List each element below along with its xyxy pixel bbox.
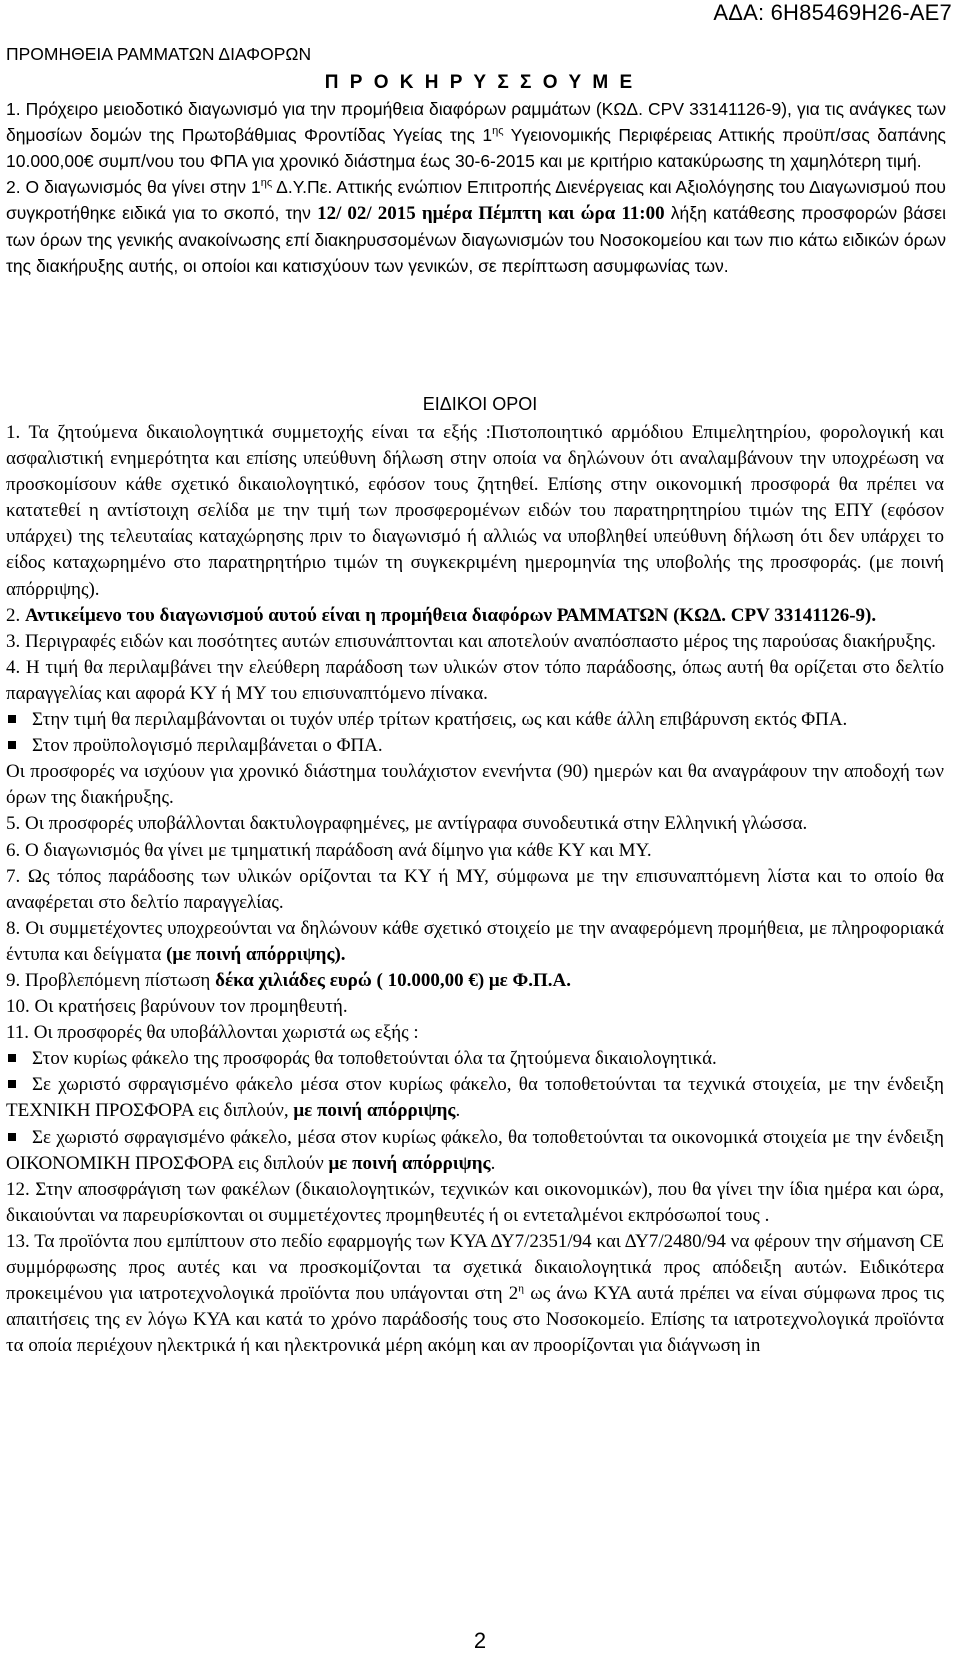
term-11-bullet-3: Σε χωριστό σφραγισμένο φάκελο, μέσα στον κυρίως φάκελο, θα τοποθετούνται τα οικονομικά στοιχεία με την ένδειξη ΟΙΚΟΝΟΜΙΚΗ ΠΡΟΣΦΟΡΑ εις διπλούν με ποινή απόρριψης. [6, 1126, 944, 1174]
intro-section [6, 96, 946, 279]
term-10: 10. Οι κρατήσεις βαρύνουν τον προμηθευτή. [6, 996, 348, 1018]
term-3: 3. Περιγραφές ειδών και ποσότητες αυτών επισυνάπτονται και αποτελούν αναπόσπαστο μέρος της παρούσας διακήρυξης. [6, 630, 936, 652]
term-8: 8. Οι συμμετέχοντες υποχρεούνται να δηλώνουν κάθε σχετικό στοιχείο με την αναφερόμενη προμήθεια, με πληροφοριακά έντυπα και δείγματα (με ποινή απόρριψης). [6, 917, 944, 965]
term-11-bullet-2: Σε χωριστό σφραγισμένο φάκελο μέσα στον κυρίως φάκελο, θα τοποθετούνται τα τεχνικά στοιχεία, με την ένδειξη ΤΕΧΝΙΚΗ ΠΡΟΣΦΟΡΑ εις διπλούν, με ποινή απόρριψης. [6, 1074, 944, 1122]
bullet-icon [8, 715, 16, 723]
special-terms-heading: ΕΙΔΙΚΟΙ ΟΡΟΙ [422, 394, 538, 414]
term-2: 2. Αντικείμενο του διαγωνισμού αυτού είναι η προμήθεια διαφόρων ΡΑΜΜΑΤΩΝ (ΚΩΔ. CPV 33141126-9). [6, 604, 877, 626]
intro-paragraph-1: 1. Πρόχειρο μειοδοτικό διαγωνισμό για την προμήθεια διαφόρων ραμμάτων (ΚΩΔ. CPV 33141126-9), για τις ανάγκες των δημοσίων δομών της Πρωτοβάθμιας Φροντίδας Υγείας της $1^{\eta\varsigma}$ Υγειονομικής Περιφέρειας Αττικής προϋπ/σας δαπάνης 10.000,00€ συμπ/νου του ΦΠΑ για χρονικό διάστημα έως 30-6-2015 και με κριτήριο κατακύρωσης τη χαμηλότερη τιμή. [6, 99, 946, 171]
term-4-bullet-2: Στον προϋπολογισμό περιλαμβάνεται ο ΦΠΑ. [6, 733, 944, 759]
document-header: ΠΡΟΜΗΘΕΙΑ ΡΑΜΜΑΤΩΝ ΔΙΑΦΟΡΩΝ [6, 44, 312, 64]
bullet-icon [8, 1054, 16, 1062]
special-terms [6, 420, 944, 1359]
term-4-bullet-1: Στην τιμή θα περιλαμβάνονται οι τυχόν υπέρ τρίτων κρατήσεις, ως και κάθε άλλη επιβάρυνση εκτός ΦΠΑ. [6, 707, 944, 733]
term-13: 13. Τα προϊόντα που εμπίπτουν στο πεδίο εφαρμογής των ΚΥΑ ΔΥ7/2351/94 και ΔΥ7/2480/94 να φέρουν την σήμανση CE συμμόρφωσης προς αυτές και να προσκομίζονται τα σχετικά δικαιολογητικά προς απόδειξη αυτών. Ειδικότερα προκειμένου για ιατροτεχνολογικά προϊόντα που υπάγονται στη $2^\eta$ ως άνω ΚΥΑ αυτά πρέπει να είναι σύμφωνα προς τις απαιτήσεις της εν λόγω ΚΥΑ και κατά το χρόνο παράδοσής τους στο Νοσοκομείο. Επίσης τα ιατροτεχνολογικά προϊόντα τα οποία περιέχουν ηλεκτρικά ή και ηλεκτρονικά μέρη ακόμη και αν προορίζονται για διάγνωση in [6, 1230, 944, 1357]
term-4-tail: Οι προσφορές να ισχύουν για χρονικό διάστημα τουλάχιστον ενενήντα (90) ημερών και θα αναγράφουν την αποδοχή των όρων της διακήρυξης. [6, 761, 944, 809]
term-7: 7. Ως τόπος παράδοσης των υλικών ορίζονται τα ΚΥ ή ΜΥ, σύμφωνα με την επισυναπτόμενη λίστα και το οποίο θα αναφέρεται στο δελτίο παραγγελίας. [6, 865, 944, 913]
term-6: 6. Ο διαγωνισμός θα γίνει με τμηματική παράδοση ανά δίμηνο για κάθε ΚΥ και ΜΥ. [6, 839, 652, 861]
document-title: Π Ρ Ο Κ Η Ρ Υ Σ Σ Ο Υ Μ Ε [324, 72, 636, 93]
term-11-bullet-1: Στον κυρίως φάκελο της προσφοράς θα τοποθετούνται όλα τα ζητούμενα δικαιολογητικά. [6, 1046, 944, 1072]
term-5: 5. Οι προσφορές υποβάλλονται δακτυλογραφημένες, με αντίγραφα συνοδευτικά στην Ελληνική γλώσσα. [6, 813, 808, 835]
bullet-icon [8, 1133, 16, 1141]
term-11: 11. Οι προσφορές θα υποβάλλονται χωριστά ως εξής : [6, 1022, 419, 1044]
intro-paragraph-2: 2. Ο διαγωνισμός θα γίνει στην $1^{\eta\varsigma}$ Δ.Υ.Πε. Αττικής ενώπιον Επιτροπής Διενέργειας και Αξιολόγησης του Διαγωνισμού που συγκροτήθηκε ειδικά για το σκοπό, την 12/ 02/ 2015 ημέρα Πέμπτη και ώρα 11:00 λήξη κατάθεσης προσφορών βάσει των όρων της γενικής ανακοίνωσης επί διακηρυσσομένων διαγωνισμών του Νοσοκομείου και των πιο κάτω ειδικών όρων της διακήρυξης αυτής, οι οποίοι και κατισχύουν των γενικών, σε περίπτωση ασυμφωνίας των. [6, 177, 946, 276]
term-9: 9. Προβλεπόμενη πίστωση δέκα χιλιάδες ευρώ ( 10.000,00 €) με Φ.Π.Α. [6, 969, 572, 991]
ada-code: ΑΔΑ: 6Η85469Η26-ΑΕ7 [713, 0, 952, 25]
bullet-icon [8, 1080, 16, 1088]
bullet-icon [8, 741, 16, 749]
term-4: 4. Η τιμή θα περιλαμβάνει την ελεύθερη παράδοση των υλικών στον τόπο παράδοσης, όπως αυτή θα ορίζεται στο δελτίο παραγγελίας και αφορά ΚΥ ή ΜΥ του επισυναπτόμενο πίνακα. [6, 656, 944, 704]
term-1: 1. Τα ζητούμενα δικαιολογητικά συμμετοχής είναι τα εξής :Πιστοποιητικό αρμόδιου Επιμελητηρίου, φορολογική και ασφαλιστική ενημερότητα και επίσης υπεύθυνη δήλωση στην οποία να δηλώνουν ότι αναλαμβάνουν την υποχρέωση να προσκομίσουν κάθε σχετικό δικαιολογητικό, εφόσον τους ζητηθεί. Επίσης στην οικονομική προσφορά θα πρέπει να κατατεθεί η αντίστοιχη σελίδα με την τιμή των προσφερομένων ειδών του παρατηρητηρίου τιμών της ΕΠΥ (εφόσον υπάρχει) της τελευταίας καταχώρησης πριν το διαγωνισμό ή αλλιώς να υποβληθεί υπεύθυνη δήλωση ότι δεν υπάρχει το είδος καταχωρημένο στο παρατηρητήριο τιμών τη συγκεκριμένη ημερομηνία της υποβολής της προσφοράς. (με ποινή απόρριψης). [6, 422, 944, 600]
term-12: 12. Στην αποσφράγιση των φακέλων (δικαιολογητικών, τεχνικών και οικονομικών), που θα γίνει την ίδια ημέρα και ώρα, δικαιούνται να παρευρίσκονται οι συμμετέχοντες προμηθευτές ή οι εντεταλμένοι εκπρόσωποί τους . [6, 1178, 944, 1226]
page-number: 2 [473, 1628, 487, 1653]
